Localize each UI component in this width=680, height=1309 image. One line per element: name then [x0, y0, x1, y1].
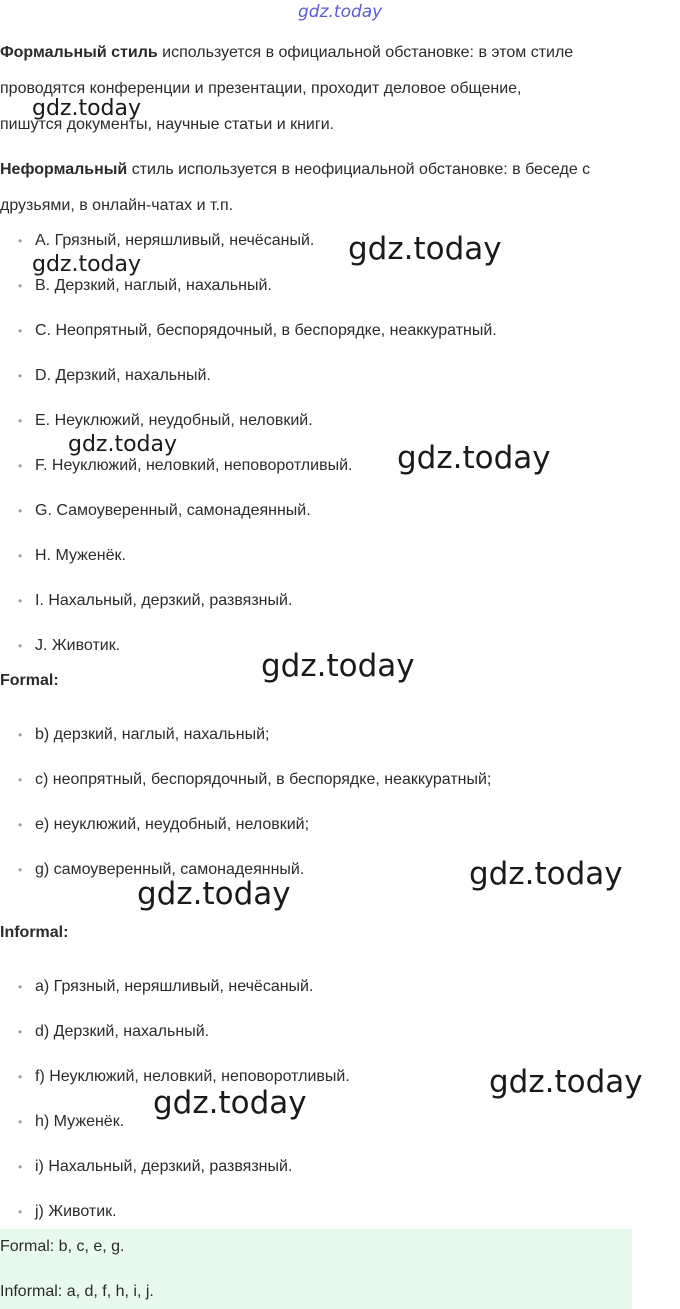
informal-style-paragraph	[0, 152, 670, 224]
watermark-top: gdz.today	[298, 2, 383, 22]
watermark: gdz.today	[32, 252, 142, 277]
watermark: gdz.today	[469, 856, 623, 892]
watermark: gdz.today	[348, 231, 502, 267]
watermark: gdz.today	[153, 1085, 307, 1121]
bullet-icon: •	[18, 980, 23, 994]
watermark: gdz.today	[137, 876, 291, 912]
formal-heading: Formal:	[0, 672, 59, 689]
watermark: gdz.today	[32, 96, 142, 121]
formal-para-line3: пишутся документы, научные статьи и книги.	[0, 116, 335, 133]
answer-informal: Informal: a, d, f, h, i, j.	[0, 1283, 154, 1300]
formal-para-line1: используется в официальной обстановке: в этом стиле	[157, 44, 574, 61]
bullet-icon: •	[18, 279, 23, 293]
formal-para-line2: проводятся конференции и презентации, проходит деловое общение,	[0, 80, 522, 97]
bullet-icon: •	[18, 414, 23, 428]
formal-style-paragraph	[0, 35, 670, 143]
bullet-icon: •	[18, 594, 23, 608]
bullet-icon: •	[18, 728, 23, 742]
informal-para-line2: друзьями, в онлайн-чатах и т.п.	[0, 197, 234, 214]
bullet-icon: •	[18, 504, 23, 518]
bullet-icon: •	[18, 459, 23, 473]
bullet-icon: •	[18, 863, 23, 877]
bullet-icon: •	[18, 234, 23, 248]
bullet-icon: •	[18, 818, 23, 832]
formal-style-term: Формальный стиль	[0, 44, 158, 61]
bullet-icon: •	[18, 549, 23, 563]
informal-style-term: Неформальный	[0, 161, 128, 178]
bullet-icon: •	[18, 1160, 23, 1174]
watermark: gdz.today	[261, 648, 415, 684]
bullet-icon: •	[18, 369, 23, 383]
bullet-icon: •	[18, 1070, 23, 1084]
watermark: gdz.today	[397, 440, 551, 476]
answer-formal: Formal: b, c, e, g.	[0, 1238, 125, 1255]
bullet-icon: •	[18, 773, 23, 787]
informal-para-line1: стиль используется в неофициальной обстановке: в беседе с	[127, 161, 591, 178]
bullet-icon: •	[18, 1025, 23, 1039]
watermark: gdz.today	[489, 1064, 643, 1100]
answer-box	[0, 1229, 632, 1309]
informal-heading: Informal:	[0, 924, 69, 941]
bullet-icon: •	[18, 1205, 23, 1219]
bullet-icon: •	[18, 1115, 23, 1129]
bullet-icon: •	[18, 639, 23, 653]
bullet-icon: •	[18, 324, 23, 338]
watermark: gdz.today	[68, 432, 178, 457]
